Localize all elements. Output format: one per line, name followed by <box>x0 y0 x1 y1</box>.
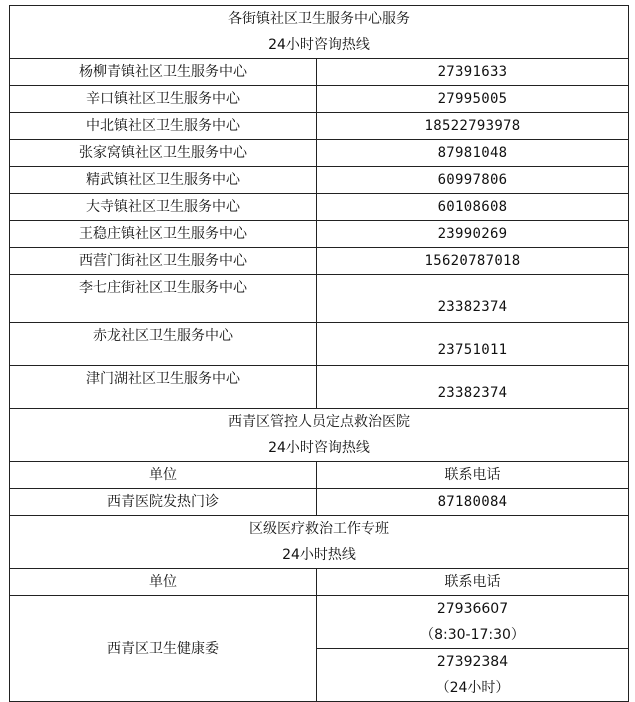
phone-number: 87981048 <box>317 140 629 167</box>
table-row <box>10 194 629 221</box>
table-row <box>10 596 629 649</box>
hotline-table <box>9 5 629 702</box>
unit-name: 津门湖社区卫生服务中心 <box>10 366 317 409</box>
unit-name: 西青医院发热门诊 <box>10 489 317 516</box>
unit-name: 中北镇社区卫生服务中心 <box>10 113 317 140</box>
table-row <box>10 323 629 366</box>
section3-header <box>10 516 629 569</box>
table-row <box>10 275 629 323</box>
column-header-row <box>10 569 629 596</box>
unit-name: 赤龙社区卫生服务中心 <box>10 323 317 366</box>
phone-number: 18522793978 <box>317 113 629 140</box>
phone-number: 27391633 <box>317 59 629 86</box>
section2-header <box>10 409 629 462</box>
phone-hours-note: （24小时） <box>435 680 510 696</box>
table-row <box>10 489 629 516</box>
section1-title: 各街镇社区卫生服务中心服务 <box>228 11 410 27</box>
phone-number: 60997806 <box>317 167 629 194</box>
section3-subtitle: 24小时热线 <box>282 547 356 563</box>
column-header-unit: 单位 <box>10 569 317 596</box>
column-header-row <box>10 462 629 489</box>
section1-subtitle: 24小时咨询热线 <box>268 37 370 53</box>
phone-cell-1 <box>317 596 629 649</box>
table-row <box>10 167 629 194</box>
phone-number: 60108608 <box>317 194 629 221</box>
unit-name: 李七庄街社区卫生服务中心 <box>10 275 317 323</box>
table-row <box>10 140 629 167</box>
phone-cell-2 <box>317 649 629 702</box>
table-row <box>10 248 629 275</box>
section1-header-row <box>10 6 629 59</box>
section2-subtitle: 24小时咨询热线 <box>268 440 370 456</box>
phone-number: 15620787018 <box>317 248 629 275</box>
phone-number: 23382374 <box>317 275 629 323</box>
unit-name: 大寺镇社区卫生服务中心 <box>10 194 317 221</box>
phone-number: 23382374 <box>317 366 629 409</box>
phone-hours-note: （8:30-17:30） <box>420 627 525 643</box>
section2-title: 西青区管控人员定点救治医院 <box>228 414 410 430</box>
section1-header <box>10 6 629 59</box>
table-row <box>10 59 629 86</box>
section3-header-row <box>10 516 629 569</box>
column-header-unit: 单位 <box>10 462 317 489</box>
phone-number: 23990269 <box>317 221 629 248</box>
phone-number: 87180084 <box>317 489 629 516</box>
unit-name: 西青区卫生健康委 <box>10 596 317 702</box>
table-row <box>10 366 629 409</box>
unit-name: 辛口镇社区卫生服务中心 <box>10 86 317 113</box>
phone-number: 27392384 <box>436 654 509 670</box>
section3-title: 区级医疗救治工作专班 <box>249 521 389 537</box>
table-row <box>10 221 629 248</box>
unit-name: 张家窝镇社区卫生服务中心 <box>10 140 317 167</box>
phone-number: 23751011 <box>317 323 629 366</box>
column-header-phone: 联系电话 <box>317 462 629 489</box>
column-header-phone: 联系电话 <box>317 569 629 596</box>
section2-header-row <box>10 409 629 462</box>
table-row <box>10 113 629 140</box>
phone-number: 27995005 <box>317 86 629 113</box>
unit-name: 王稳庄镇社区卫生服务中心 <box>10 221 317 248</box>
unit-name: 杨柳青镇社区卫生服务中心 <box>10 59 317 86</box>
phone-number: 27936607 <box>436 601 509 617</box>
table-row <box>10 86 629 113</box>
unit-name: 精武镇社区卫生服务中心 <box>10 167 317 194</box>
hotline-table-container <box>9 5 628 702</box>
unit-name: 西营门街社区卫生服务中心 <box>10 248 317 275</box>
